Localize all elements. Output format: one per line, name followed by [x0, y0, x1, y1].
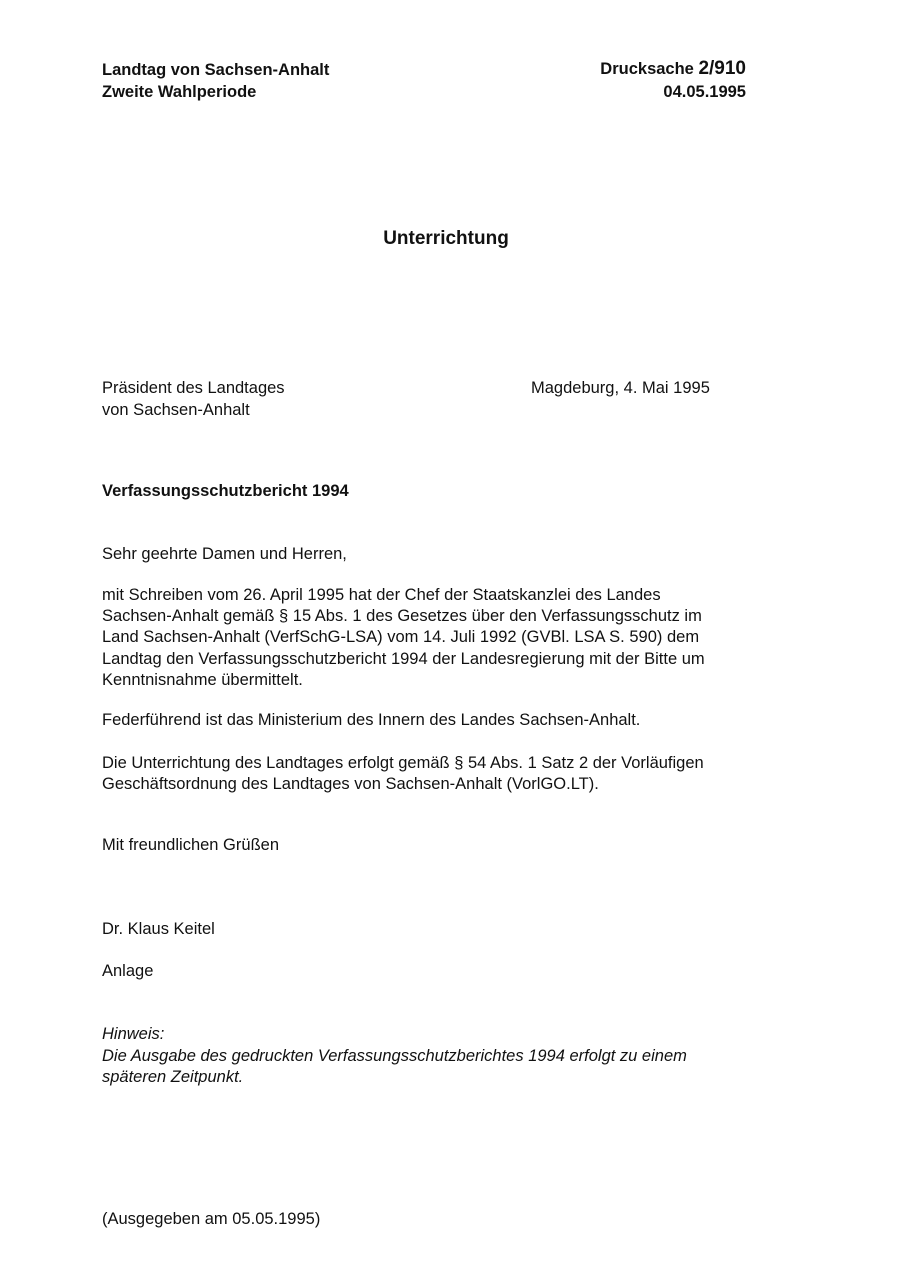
note-line-2: späteren Zeitpunkt. — [102, 1068, 244, 1086]
parliament-name: Landtag von Sachsen-Anhalt — [102, 61, 330, 79]
paragraph-2: Federführend ist das Ministerium des Innern des Landes Sachsen-Anhalt. — [102, 711, 641, 729]
paragraph-3 — [102, 753, 704, 795]
paragraph-1-line: Sachsen-Anhalt gemäß § 15 Abs. 1 des Gesetzes über den Verfassungsschutz im — [102, 607, 702, 626]
signer-name: Dr. Klaus Keitel — [102, 920, 215, 938]
paragraph-1 — [102, 585, 705, 691]
document-date: 04.05.1995 — [663, 83, 746, 101]
note-label: Hinweis: — [102, 1025, 165, 1043]
header-right — [600, 57, 746, 104]
salutation: Sehr geehrte Damen und Herren, — [102, 545, 347, 563]
header-left — [102, 59, 329, 103]
sender-line-2: von Sachsen-Anhalt — [102, 401, 250, 419]
legislative-period: Zweite Wahlperiode — [102, 83, 257, 101]
subject-line: Verfassungsschutzbericht 1994 — [102, 482, 349, 500]
place-date: Magdeburg, 4. Mai 1995 — [531, 379, 710, 397]
document-reference — [600, 57, 746, 81]
document-label: Drucksache — [600, 60, 694, 78]
issued-date: (Ausgegeben am 05.05.1995) — [102, 1210, 321, 1228]
paragraph-1-line: mit Schreiben vom 26. April 1995 hat der Chef der Staatskanzlei des Landes — [102, 586, 661, 604]
sender-block — [102, 377, 285, 421]
note-line-1: Die Ausgabe des gedruckten Verfassungsschutzberichtes 1994 erfolgt zu einem — [102, 1046, 687, 1065]
note-block — [102, 1024, 687, 1089]
document-number: 2/910 — [698, 58, 746, 79]
paragraph-3-line: Geschäftsordnung des Landtages von Sachsen-Anhalt (VorlGO.LT). — [102, 775, 599, 794]
paragraph-1-line: Landtag den Verfassungsschutzbericht 1994 der Landesregierung mit der Bitte um — [102, 649, 705, 668]
sender-line-1: Präsident des Landtages — [102, 379, 285, 397]
paragraph-1-line: Land Sachsen-Anhalt (VerfSchG-LSA) vom 14. Juli 1992 (GVBl. LSA S. 590) dem — [102, 628, 700, 647]
paragraph-3-line: Die Unterrichtung des Landtages erfolgt gemäß § 54 Abs. 1 Satz 2 der Vorläufigen — [102, 754, 704, 772]
document-type-title: Unterrichtung — [383, 228, 509, 249]
paragraph-1-line: Kenntnisnahme übermittelt. — [102, 670, 303, 689]
closing-phrase: Mit freundlichen Grüßen — [102, 836, 279, 854]
enclosure-label: Anlage — [102, 962, 154, 980]
